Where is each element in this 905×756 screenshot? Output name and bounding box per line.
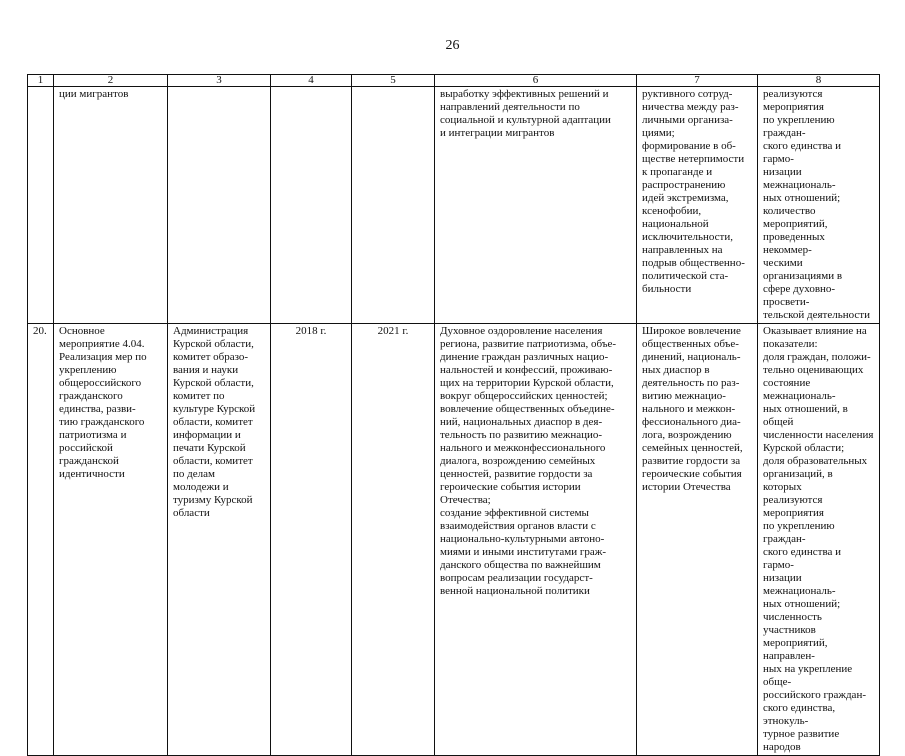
consequences-cell — [637, 87, 758, 324]
executor-cell — [168, 87, 271, 324]
row-number: 20. — [33, 325, 47, 337]
table-row-continuation — [28, 87, 880, 324]
header-row — [28, 75, 880, 87]
indicators-cell — [758, 87, 880, 324]
header-cell-2: 2 — [54, 75, 168, 87]
consequences: Широкое вовлечение общественных объе- динений, националь- ных диаспор в деятельность по раз- витию межнацио- нального и межкон- фессионального диа- лога, возрождению семейных ценностей, развитие гордости за героические события истории Отечества — [642, 325, 743, 493]
header-cell-8: 8 — [758, 75, 880, 87]
header-cell-5: 5 — [352, 75, 435, 87]
indicators: реализуются мероприятия по укреплению граждан- ского единства и гармо- низации межнациональ- ных отношений; количество мероприятий, проведенных некоммер- ческими организациями в сфере духовно-просвети- тельской деятельности — [763, 88, 870, 321]
expected-result: выработку эффективных решений и направлений деятельности по социальной и культурной адаптации и интеграции мигрантов — [440, 88, 611, 139]
end-year-cell — [352, 324, 435, 756]
program-table — [27, 74, 880, 756]
indicators-cell — [758, 324, 880, 756]
expected-result: Духовное оздоровление населения региона, развитие патриотизма, объе- динение граждан различных нацио- нальностей и конфессий, проживаю- щих на территории Курской области, вокруг общероссийских ценностей; вовлечение общественных объедине- ний, национальных диаспор в дея- тельность по развитию межнацио- нального и межконфессионального диалога, возрождению семейных ценностей, развитие гордости за героические события истории Отечества; создание эффективной системы взаимодействия органов власти с национально-культурными автоно- миями и иными институтами граж- данского общества по важнейшим вопросам реализации государст- венной национальной политики — [440, 325, 617, 597]
executor-cell — [168, 324, 271, 756]
end-year: 2021 г. — [377, 325, 409, 337]
start-year: 2018 г. — [295, 325, 327, 337]
consequences: руктивного сотруд- ничества между раз- личными организа- циями; формирование в об- ществе нетерпимости к пропаганде и распространению идей экстремизма, ксенофобии, национальной исключительности, направленных на подрыв общественно- политической ста- бильности — [642, 88, 745, 295]
header-cell-7: 7 — [637, 75, 758, 87]
activity-name-cell — [54, 324, 168, 756]
expected-result-cell — [435, 87, 637, 324]
header-cell-4: 4 — [271, 75, 352, 87]
row-number-cell — [28, 324, 54, 756]
activity-name: Основное мероприятие 4.04. Реализация мер по укреплению общероссийского гражданского единства, разви- тию гражданского патриотизма и российской гражданской идентичности — [59, 325, 147, 480]
activity-name-cell — [54, 87, 168, 324]
row-number-cell — [28, 87, 54, 324]
indicators: Оказывает влияние на показатели: доля граждан, положи- тельно оценивающих состояние межнациональ- ных отношений, в общей численности населения Курской области; доля образовательных организаций, в которых реализуются мероприятия по укреплению граждан- ского единства и гармо- низации межнациональ- ных отношений; численность участников мероприятий, направлен- ных на укрепление обще- российского граждан- ского единства, этнокуль- турное развитие народов — [763, 325, 874, 753]
header-cell-1: 1 — [28, 75, 54, 87]
table-row-20 — [28, 324, 880, 756]
activity-name: ции мигрантов — [59, 88, 129, 100]
header-cell-6: 6 — [435, 75, 637, 87]
page-number: 26 — [445, 38, 460, 53]
header-cell-3: 3 — [168, 75, 271, 87]
executor: Администрация Курской области, комитет образо- вания и науки Курской области, комитет по культуре Курской области, комитет информации и печати Курской области, комитет по делам молодежи и туризму Курской области — [173, 325, 256, 519]
expected-result-cell — [435, 324, 637, 756]
consequences-cell — [637, 324, 758, 756]
start-year-cell — [271, 324, 352, 756]
end-year-cell — [352, 87, 435, 324]
start-year-cell — [271, 87, 352, 324]
